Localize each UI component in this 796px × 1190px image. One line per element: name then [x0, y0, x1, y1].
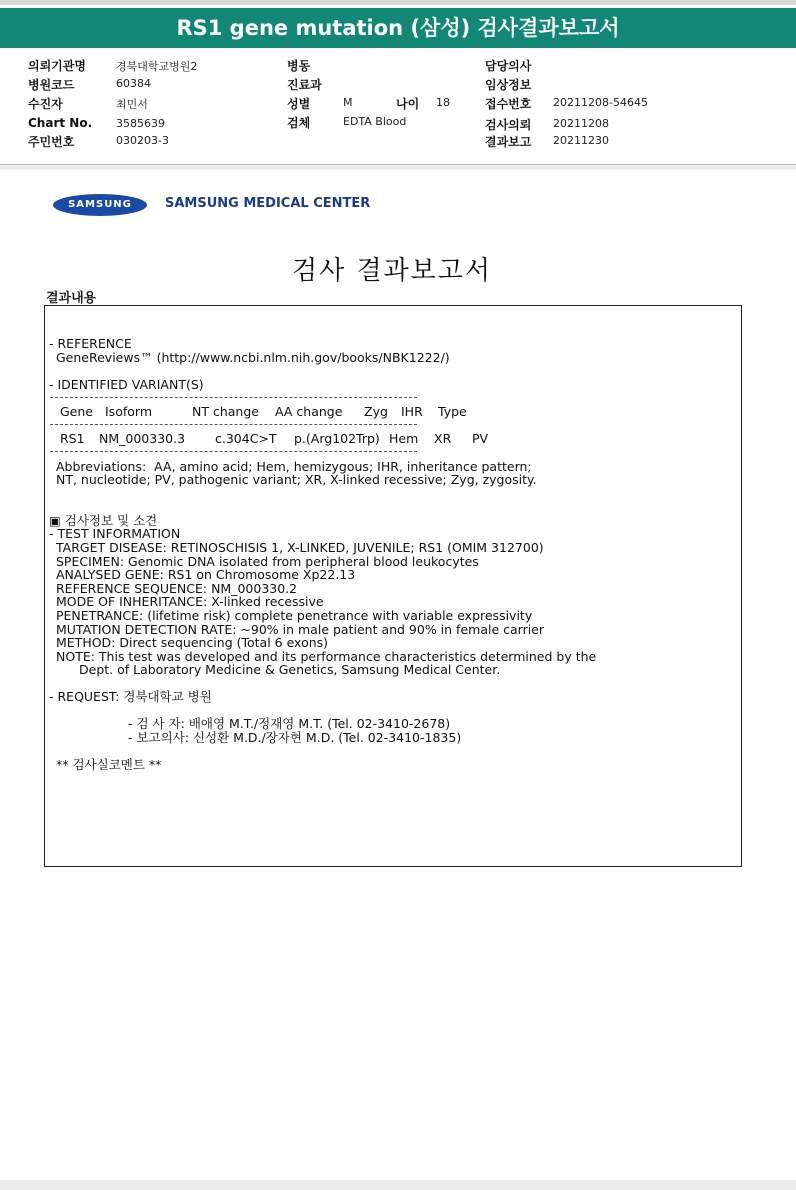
- mode-of-inheritance: MODE OF INHERITANCE: X-linked recessive: [56, 594, 324, 609]
- report-date-value: 20211230: [553, 134, 609, 147]
- samsung-medical-center-logo-text: SAMSUNG MEDICAL CENTER: [165, 196, 371, 211]
- col-header-zyg: Zyg: [364, 404, 388, 419]
- hospital-code-label: 병원코드: [28, 78, 75, 92]
- ward-label: 병동: [287, 59, 311, 73]
- col-header-nt-change: NT change: [192, 404, 259, 419]
- age-label: 나이: [396, 97, 420, 111]
- reference-text: GeneReviews™ (http://www.ncbi.nlm.nih.gov/books/NBK1222/): [56, 350, 450, 365]
- col-header-type: Type: [438, 404, 467, 419]
- top-rule: [0, 0, 796, 5]
- cell-zyg: Hem: [389, 431, 419, 446]
- document-title: 검사 결과보고서: [291, 256, 493, 286]
- gap-band: [0, 165, 796, 170]
- institution-label: 의뢰기관명: [28, 59, 86, 73]
- lab-comment-heading: ** 검사실코멘트 **: [56, 757, 162, 772]
- table-rule-mid: [50, 424, 417, 425]
- col-header-aa-change: AA change: [275, 404, 343, 419]
- accession-label: 접수번호: [485, 97, 532, 111]
- specimen-label: 검체: [287, 116, 311, 130]
- bottom-band: [0, 1180, 796, 1190]
- specimen-line: SPECIMEN: Genomic DNA isolated from peripheral blood leukocytes: [56, 554, 479, 569]
- table-rule-top: [50, 397, 417, 398]
- department-label: 진료과: [287, 78, 322, 92]
- request-date-value: 20211208: [553, 117, 609, 130]
- patient-info: [0, 54, 796, 164]
- age-value: 18: [436, 96, 450, 109]
- table-rule-bottom: [50, 451, 417, 452]
- cell-isoform: NM_000330.3: [99, 431, 186, 446]
- cell-type: PV: [472, 431, 489, 446]
- resident-no-value: 030203-3: [116, 134, 169, 147]
- doctor-label: 담당의사: [485, 59, 532, 73]
- chart-no-value: 3585639: [116, 117, 165, 130]
- resident-no-label: 주민번호: [28, 135, 75, 149]
- note-line-1: NOTE: This test was developed and its performance characteristics determined by the: [56, 649, 597, 664]
- reference-heading: - REFERENCE: [49, 336, 132, 351]
- detection-rate: MUTATION DETECTION RATE: ~90% in male patient and 90% in female carrier: [56, 622, 545, 637]
- cell-gene: RS1: [60, 431, 85, 446]
- penetrance: PENETRANCE: (lifetime risk) complete penetrance with variable expressivity: [56, 608, 533, 623]
- sex-value: M: [343, 96, 353, 109]
- target-disease: TARGET DISEASE: RETINOSCHISIS 1, X-LINKED, JUVENILE; RS1 (OMIM 312700): [56, 540, 544, 555]
- abbreviations-line-2: NT, nucleotide; PV, pathogenic variant; XR, X-linked recessive; Zyg, zygosity.: [56, 472, 537, 487]
- method: METHOD: Direct sequencing (Total 6 exons): [56, 635, 329, 650]
- analysed-gene: ANALYSED GENE: RS1 on Chromosome Xp22.13: [56, 567, 356, 582]
- col-header-isoform: Isoform: [105, 404, 152, 419]
- request-line: - REQUEST: 경북대학교 병원: [49, 689, 212, 704]
- cell-aa-change: p.(Arg102Trp): [294, 431, 380, 446]
- clinical-info-label: 임상정보: [485, 78, 532, 92]
- patient-label: 수진자: [28, 97, 63, 111]
- report-title-bar: RS1 gene mutation (삼성) 검사결과보고서: [0, 8, 796, 48]
- accession-value: 20211208-54645: [553, 96, 648, 109]
- institution-value: 경북대학교병원2: [116, 60, 198, 73]
- patient-value: 최민서: [116, 98, 148, 111]
- col-header-gene: Gene: [60, 404, 93, 419]
- cell-nt-change: c.304C>T: [215, 431, 277, 446]
- result-section-label: 결과내용: [46, 291, 97, 306]
- col-header-ihr: IHR: [401, 404, 423, 419]
- sex-label: 성별: [287, 97, 311, 111]
- cell-ihr: XR: [434, 431, 452, 446]
- info-heading: ▣ 검사정보 및 소견: [49, 513, 158, 528]
- note-line-2: Dept. of Laboratory Medicine & Genetics, Samsung Medical Center.: [79, 662, 501, 677]
- reporter-line: - 보고의사: 신성환 M.D./장자현 M.D. (Tel. 02-3410-1835): [128, 730, 462, 745]
- test-information-heading: - TEST INFORMATION: [49, 526, 181, 541]
- reference-sequence: REFERENCE SEQUENCE: NM_000330.2: [56, 581, 298, 596]
- request-date-label: 검사의뢰: [485, 118, 532, 132]
- tester-line: - 검 사 자: 배애영 M.T./정재영 M.T. (Tel. 02-3410-2678): [128, 716, 451, 731]
- hospital-code-value: 60384: [116, 77, 151, 90]
- abbreviations-line-1: Abbreviations: AA, amino acid; Hem, hemizygous; IHR, inheritance pattern;: [56, 459, 532, 474]
- variant-heading: - IDENTIFIED VARIANT(S): [49, 377, 204, 392]
- specimen-value: EDTA Blood: [343, 115, 407, 128]
- samsung-logo: SAMSUNG: [53, 194, 147, 216]
- chart-no-label: Chart No.: [28, 116, 93, 130]
- report-date-label: 결과보고: [485, 135, 532, 149]
